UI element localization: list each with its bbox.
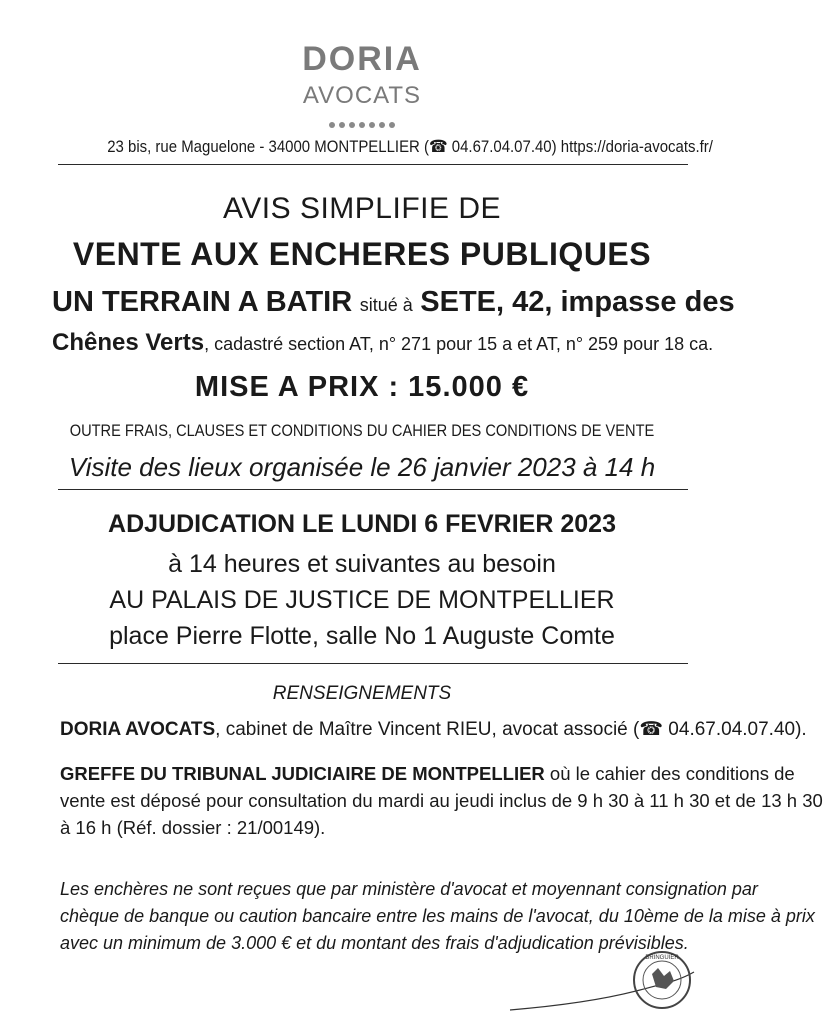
greffe-info bbox=[60, 760, 823, 841]
greffe-line3: à 16 h (Réf. dossier : 21/00149). bbox=[60, 817, 326, 838]
street-name: Chênes Verts bbox=[52, 329, 205, 356]
doria-contact bbox=[60, 718, 807, 741]
conditions-line1: Les enchères ne sont reçues que par ministère d'avocat et moyennant consignation par bbox=[60, 879, 758, 899]
doria-name: DORIA AVOCATS bbox=[60, 719, 216, 740]
greffe-details: où le cahier des conditions de bbox=[544, 763, 795, 784]
info-heading: RENSEIGNEMENTS bbox=[272, 683, 452, 704]
divider-bottom bbox=[58, 663, 688, 664]
terrain-line bbox=[52, 286, 735, 319]
adjudication-date: ADJUDICATION LE LUNDI 6 FEVRIER 2023 bbox=[108, 510, 616, 538]
brand-subtitle: AVOCATS bbox=[302, 82, 422, 109]
svg-text:BRINGUIER: BRINGUIER bbox=[645, 955, 679, 961]
logo-dots-decoration bbox=[0, 115, 724, 133]
doria-details: , cabinet de Maître Vincent RIEU, avocat associé (☎ 04.67.04.07.40). bbox=[215, 719, 807, 740]
notice-title-line1: AVIS SIMPLIFIE DE bbox=[222, 192, 502, 225]
greffe-line2: vente est déposé pour consultation du mardi au jeudi inclus de 9 h 30 à 11 h 30 et de 13 h 30 bbox=[60, 790, 823, 811]
firm-address: 23 bis, rue Maguelone - 34000 MONTPELLIER (☎ 04.67.04.07.40) https://doria-avocats.fr/ bbox=[107, 137, 713, 156]
bidding-conditions bbox=[60, 876, 815, 957]
conditions-line3: avec un minimum de 3.000 € et du montant des frais d'adjudication prévisibles. bbox=[60, 933, 689, 953]
terrain-label: UN TERRAIN A BATIR bbox=[52, 286, 353, 318]
bailiff-stamp-and-signature bbox=[610, 950, 696, 1016]
adjudication-place: AU PALAIS DE JUSTICE DE MONTPELLIER bbox=[109, 586, 615, 614]
notice-title-line2: VENTE AUX ENCHERES PUBLIQUES bbox=[72, 236, 652, 272]
divider-middle bbox=[58, 489, 688, 490]
cadastre-line bbox=[52, 329, 713, 357]
divider-top bbox=[58, 164, 688, 165]
terrain-location: SETE, 42, impasse des bbox=[420, 286, 735, 318]
terrain-situe: situé à bbox=[359, 295, 413, 315]
conditions-line2: chèque de banque ou caution bancaire entre les mains de l'avocat, du 10ème de la mise à prix bbox=[60, 906, 815, 926]
adjudication-time: à 14 heures et suivantes au besoin bbox=[168, 550, 556, 578]
brand-name: DORIA bbox=[302, 40, 422, 78]
greffe-name: GREFFE DU TRIBUNAL JUDICIAIRE DE MONTPELLIER bbox=[60, 763, 545, 784]
additional-fees-note: OUTRE FRAIS, CLAUSES ET CONDITIONS DU CAHIER DES CONDITIONS DE VENTE bbox=[69, 421, 655, 440]
adjudication-room: place Pierre Flotte, salle No 1 Auguste Comte bbox=[109, 622, 615, 650]
site-visit: Visite des lieux organisée le 26 janvier 2023 à 14 h bbox=[68, 452, 656, 482]
starting-price: MISE A PRIX : 15.000 € bbox=[194, 371, 530, 403]
cadastre-details: , cadastré section AT, n° 271 pour 15 a et AT, n° 259 pour 18 ca. bbox=[204, 334, 714, 354]
